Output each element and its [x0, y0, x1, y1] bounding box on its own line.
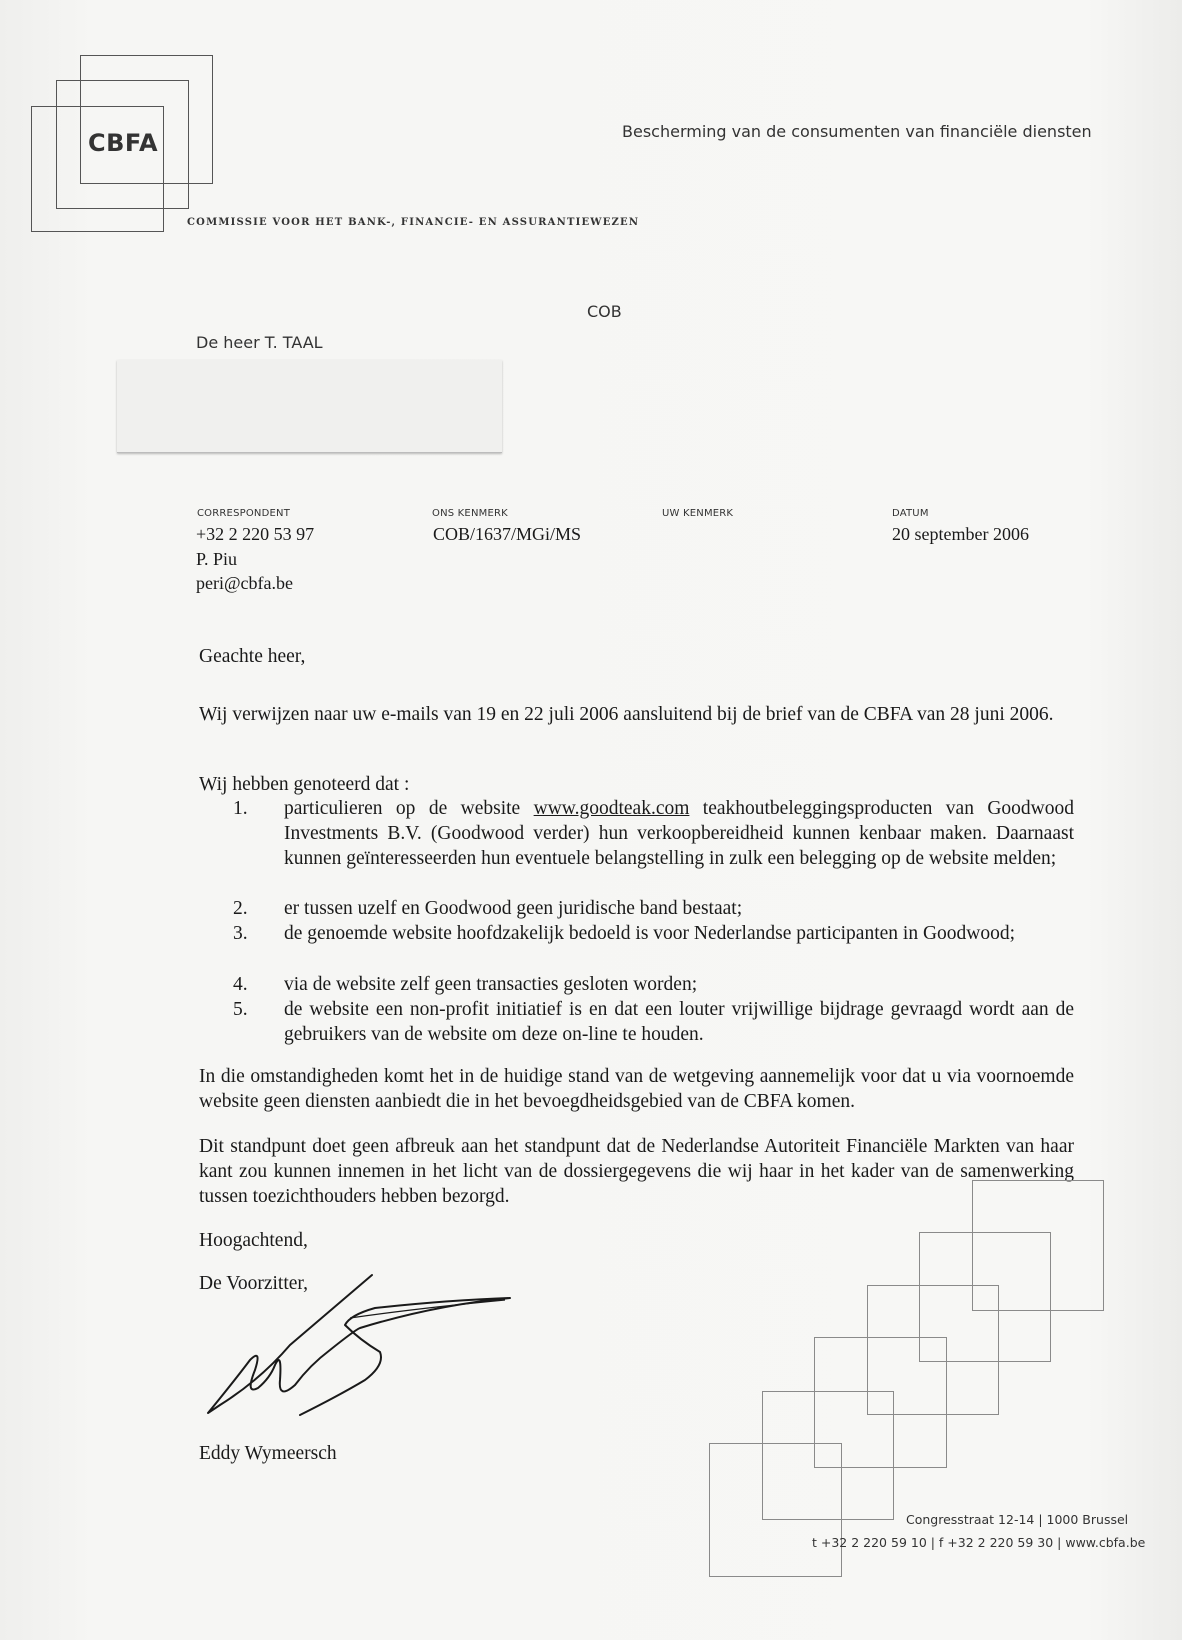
- handwritten-signature: [200, 1270, 530, 1430]
- paragraph-3: Dit standpunt doet geen afbreuk aan het standpunt dat de Nederlandse Autoriteit Financiële Markten van haar kant zou kunnen innemen in het licht van de dossiergegevens die wij haar in het kader van de samenwerking tussen toezichthouders hebben bezorgd.: [199, 1136, 1074, 1207]
- footer-square: [709, 1443, 842, 1577]
- datum-value: 20 september 2006: [892, 524, 1029, 544]
- correspondent-email: peri@cbfa.be: [196, 573, 294, 593]
- salutation: Geachte heer,: [199, 646, 306, 667]
- list-item-5: de website een non-profit initiatief is en dat een louter vrijwillige bijdrage gevraagd wordt aan de gebruikers van de website om deze on-line te houden.: [284, 999, 1074, 1045]
- list-number: 1.: [233, 798, 248, 819]
- uw-kenmerk-label: UW KENMERK: [662, 508, 734, 519]
- website-link[interactable]: www.goodteak.com: [533, 798, 690, 819]
- addressee: De heer T. TAAL: [196, 333, 323, 352]
- logo-square-3: [31, 106, 164, 232]
- list-item-text: teakhoutbeleggingsproducten van Goodwood Investments B.V. (Goodwood verder) hun verkoopbereidheid kunnen kenbaar maken. Daarnaast kunnen geïnteresseerden hun eventuele belangstelling in zulk een belegging op de website melden;: [284, 798, 1075, 869]
- redaction-label: [117, 360, 502, 453]
- list-number: 3.: [233, 923, 248, 944]
- commission-name: COMMISSIE VOOR HET BANK-, FINANCIE- EN ASSURANTIEWEZEN: [187, 217, 640, 228]
- correspondent-phone: +32 2 220 53 97: [196, 524, 315, 544]
- list-number: 4.: [233, 974, 248, 995]
- footer-address: Congresstraat 12-14 | 1000 Brussel: [906, 1512, 1129, 1527]
- list-intro: Wij hebben genoteerd dat :: [199, 774, 410, 795]
- paragraph-2: In die omstandigheden komt het in de huidige stand van de wetgeving aannemelijk voor dat u via voornoemde website geen diensten aanbiedt die in het bevoegdheidsgebied van de CBFA komen.: [199, 1066, 1074, 1112]
- datum-label: DATUM: [892, 508, 929, 519]
- department-code: COB: [587, 302, 622, 321]
- list-item-4: via de website zelf geen transacties gesloten worden;: [284, 974, 698, 995]
- ons-kenmerk-value: COB/1637/MGi/MS: [433, 524, 582, 544]
- tagline: Bescherming van de consumenten van financiële diensten: [622, 122, 1092, 141]
- list-item-text: particulieren op de website: [284, 798, 534, 819]
- logo-text: CBFA: [88, 129, 159, 157]
- signatory-name: Eddy Wymeersch: [199, 1443, 337, 1464]
- signatory-title: De Voorzitter,: [199, 1273, 308, 1294]
- list-item-3: de genoemde website hoofdzakelijk bedoeld is voor Nederlandse participanten in Goodwood;: [284, 923, 1016, 944]
- correspondent-label: CORRESPONDENT: [197, 508, 291, 519]
- list-item-1: [284, 796, 1074, 871]
- paragraph-1: Wij verwijzen naar uw e-mails van 19 en 22 juli 2006 aansluitend bij de brief van de CBFA van 28 juni 2006.: [199, 704, 1054, 725]
- footer-contact: t +32 2 220 59 10 | f +32 2 220 59 30 | www.cbfa.be: [812, 1535, 1146, 1550]
- closing: Hoogachtend,: [199, 1230, 308, 1251]
- list-number: 5.: [233, 999, 248, 1020]
- ons-kenmerk-label: ONS KENMERK: [432, 508, 508, 519]
- correspondent-name: P. Piu: [196, 549, 238, 569]
- list-number: 2.: [233, 898, 248, 919]
- list-item-2: er tussen uzelf en Goodwood geen juridische band bestaat;: [284, 898, 743, 919]
